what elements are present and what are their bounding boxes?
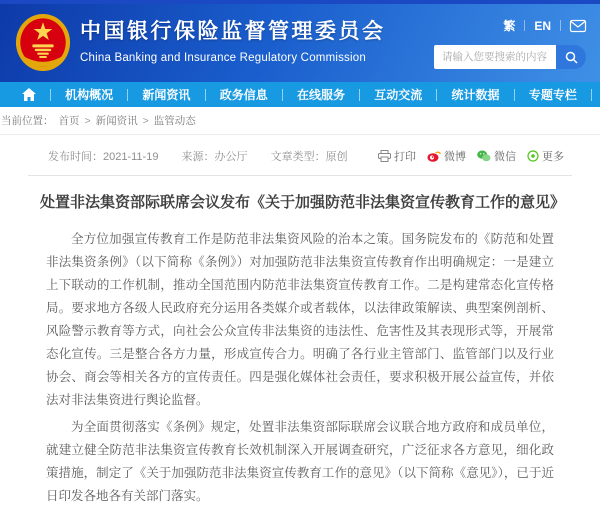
more-icon [527, 150, 539, 162]
breadcrumb-regulatory-news[interactable]: 监管动态 [153, 115, 196, 127]
wechat-icon [477, 150, 491, 162]
nav-item-online-services[interactable]: 在线服务 [296, 88, 345, 102]
breadcrumb-label: 当前位置： [1, 115, 54, 127]
home-icon [22, 88, 36, 101]
breadcrumb-home[interactable]: 首页 [58, 115, 80, 127]
site-title-english: China Banking and Insurance Regulatory Commission [80, 52, 366, 64]
lang-traditional-link[interactable]: 繁 [503, 19, 516, 33]
share-more-button[interactable]: 更多 [527, 148, 564, 164]
nav-item-news[interactable]: 新闻资讯 [142, 88, 191, 102]
publish-time: 发布时间：2021-11-19 [48, 151, 159, 163]
search-icon [565, 51, 578, 64]
divider [28, 175, 572, 176]
divider [524, 20, 525, 31]
site-title-chinese: 中国银行保险监督管理委员会 [80, 20, 386, 43]
nav-item-government-info[interactable]: 政务信息 [219, 88, 268, 102]
main-nav [0, 82, 600, 107]
printer-icon [378, 150, 391, 162]
article-paragraph: 为全面贯彻落实《条例》规定，处置非法集资部际联席会议联合地方政府和成员单位，就建立健全防范非法集资宣传教育长效机制深入开展调查研究，广泛征求各方意见，细化政策措施，制定了《关于加强防范非法集资宣传教育工作的意见》（以下简称《意见》），已于近日印发各地各有关部门落实。 [46, 420, 554, 503]
nav-item-interaction[interactable]: 互动交流 [374, 88, 423, 102]
article-paragraph: 全方位加强宣传教育工作是防范非法集资风险的治本之策。国务院发布的《防范和处置非法集资条例》（以下简称《条例》）对加强防范非法集资宣传教育作出明确规定：一是建立上下联动的工作机制，推动全国范围内防范非法集资宣传教育工作。二是构建常态化宣传格局。要求地方各级人民政府充分运用各类媒介或者载体，以法律政策解读、典型案例剖析、风险警示教育等方式，向社会公众宣传非法集资的违法性、危害性及其表现形式等，开展常态化宣传。三是整合各方力量，形成宣传合力。明确了各行业主管部门、监管部门以及行业协会、商会等相关各方的宣传责任。四是强化媒体社会责任，要求积极开展公益宣传，并依法对非法集资进行舆论监督。 [46, 232, 554, 407]
article-meta [0, 135, 600, 175]
breadcrumb-separator: > [142, 114, 149, 127]
site-header [0, 4, 600, 82]
share-weibo-button[interactable]: 微博 [427, 148, 466, 164]
nav-home-link[interactable] [8, 88, 50, 101]
breadcrumb [0, 107, 600, 135]
source: 来源：办公厅 [181, 151, 248, 163]
breadcrumb-news[interactable]: 新闻资讯 [95, 115, 138, 127]
article-type: 文章类型：原创 [270, 151, 348, 163]
search-button[interactable] [556, 45, 586, 69]
weibo-icon [427, 150, 441, 162]
share-wechat-button[interactable]: 微信 [477, 148, 516, 164]
print-button[interactable]: 打印 [378, 148, 416, 164]
nav-item-special-topics[interactable]: 专题专栏 [528, 88, 577, 102]
nav-item-statistics[interactable]: 统计数据 [451, 88, 500, 102]
divider [591, 89, 592, 101]
article-body [46, 228, 554, 508]
divider [560, 20, 561, 31]
search-input[interactable] [434, 45, 556, 69]
national-emblem-logo [14, 12, 72, 73]
nav-item-organization[interactable]: 机构概况 [65, 88, 114, 102]
article-title: 处置非法集资部际联席会议发布《关于加强防范非法集资宣传教育工作的意见》 [40, 194, 566, 211]
mail-icon[interactable] [570, 20, 586, 32]
breadcrumb-separator: > [84, 114, 91, 127]
lang-english-link[interactable]: EN [534, 18, 551, 33]
